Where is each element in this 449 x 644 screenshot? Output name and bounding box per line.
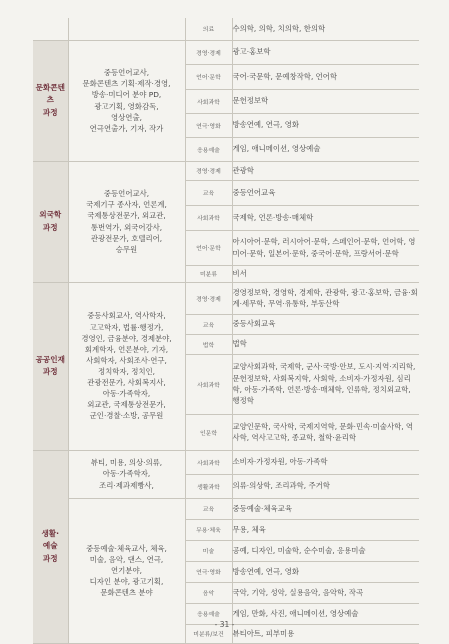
job-line: 경영인, 금융분야, 경제분야, (81, 333, 172, 343)
majors-cell: 문헌정보학 (232, 89, 419, 113)
course-name-cell (33, 40, 68, 161)
majors-cell: 중등예술·체육교육 (232, 498, 419, 519)
course-name-line: 외국학 (39, 210, 62, 220)
field-cell: 인문학 (185, 414, 232, 450)
majors-cell: 법학 (232, 334, 419, 354)
course-name-line: 생활· (41, 529, 60, 539)
majors-cell: 소비자·가정자원, 아동·가족학 (232, 450, 419, 474)
course-name-line: 문화콘텐츠 (35, 83, 65, 105)
job-line: 관광전문가, 호텔리어, (90, 233, 163, 243)
field-cell: 사회과학 (185, 205, 232, 230)
job-line: 국제통상전문가, 외교관, (87, 211, 166, 221)
field-cell: 미분류 (185, 265, 232, 282)
course-name-line: 예술 (42, 541, 58, 551)
job-line: 사회학자, 사회조사·연구, (86, 355, 167, 365)
course-name-line: 과정 (42, 222, 58, 232)
job-line: 조리·제과제빵사, (99, 480, 154, 490)
course-name-cell (33, 161, 68, 282)
job-line: 문화콘텐츠 기획·제작·경영, (82, 79, 171, 89)
majors-cell: 중등언어교육 (232, 180, 419, 205)
job-line: 디자인 분야, 광고기획, (89, 577, 164, 587)
field-cell: 경영·경제 (185, 161, 232, 180)
job-line: 문화콘텐츠 분야 (100, 588, 153, 598)
field-cell: 의료 (185, 18, 232, 40)
majors-cell: 아시아어·문학, 러시아어·문학, 스페인어·문학, 언어학, 영미어·문학, 일본어·문학, 중국어·문학, 프랑서어·문학 (232, 230, 419, 265)
table-row (33, 161, 419, 180)
majors-cell: 뷰티아트, 피부미용 (232, 624, 419, 643)
field-cell: 사회과학 (185, 450, 232, 474)
course-name-line: 과정 (42, 107, 58, 117)
table-row (33, 498, 419, 519)
jobs-cell-empty (68, 18, 185, 40)
table-row (33, 282, 419, 314)
course-cell-empty (33, 18, 68, 40)
course-name-line: 공공인재 (35, 354, 65, 364)
field-cell: 연극·영화 (185, 113, 232, 137)
job-line: 중등사회교사, 역사학자, (87, 311, 166, 321)
majors-cell: 경영정보학, 경영학, 경제학, 관광학, 광고·홍보학, 금융·회계·세무학, 무역·유통학, 부동산학 (232, 282, 419, 314)
table-row (33, 40, 419, 64)
table-row (33, 450, 419, 474)
majors-cell: 비서 (232, 265, 419, 282)
job-line: 연극연출가, 기자, 작가 (89, 123, 164, 133)
job-line: 뷰티, 미용, 의상·의류, (90, 458, 163, 468)
course-name-line: 과정 (42, 553, 58, 563)
jobs-cell (68, 282, 185, 450)
job-line: 방송·미디어 분야 PD, (91, 90, 162, 100)
field-cell: 연극·영화 (185, 561, 232, 582)
job-line: 회계학자, 언론분야, 기자, (84, 344, 169, 354)
majors-cell: 관광학 (232, 161, 419, 180)
majors-cell: 수의학, 의학, 치의학, 한의학 (232, 18, 419, 40)
job-line: 관광전문가, 사회복지사, (87, 378, 166, 388)
majors-cell: 중등사회교육 (232, 314, 419, 334)
job-line: 아동·가족학자, (102, 389, 151, 399)
majors-cell: 게임, 애니메이션, 영상예술 (232, 137, 419, 161)
field-cell: 법학 (185, 334, 232, 354)
field-cell: 응용예술 (185, 603, 232, 624)
job-line: 중등언어교사, (103, 68, 150, 78)
job-line: 중등예술·체육교사, 체육, (86, 543, 167, 553)
job-line: 중등언어교사, (103, 189, 150, 199)
course-name-line: 과정 (42, 367, 58, 376)
field-cell: 생활과학 (185, 474, 232, 498)
majors-cell: 국어·국문학, 문예창작학, 언어학 (232, 64, 419, 89)
job-line: 미술, 음악, 댄스, 연극, (89, 554, 164, 564)
majors-cell: 교양사회과학, 국제학, 군사·국방·안보, 도시·지역·지리학, 문헌정보학, 사회복지학, 사회학, 소비자·가정자원, 심리학, 아동·가족학, 언론·방송·매체학, 인류학, 정치외교학, 행정학 (232, 354, 419, 414)
field-cell: 미술 (185, 540, 232, 561)
majors-cell: 게임, 만화, 사진, 애니메이션, 영상예술 (232, 603, 419, 624)
field-cell: 교육 (185, 498, 232, 519)
field-cell: 경영·경제 (185, 282, 232, 314)
field-cell: 교육 (185, 314, 232, 334)
job-line: 영상연출, (111, 112, 142, 122)
job-line: 고고학자, 법률·행정가, (89, 322, 164, 332)
field-cell: 언어·문학 (185, 230, 232, 265)
majors-cell: 방송연예, 연극, 영화 (232, 561, 419, 582)
majors-cell: 국제학, 언론·방송·매체학 (232, 205, 419, 230)
job-line: 정치학자, 정치인, (97, 367, 156, 376)
job-line: 아동·가족학자, (102, 469, 151, 479)
field-cell: 무용·체육 (185, 519, 232, 540)
career-course-table (33, 18, 419, 644)
majors-cell: 광고·홍보학 (232, 40, 419, 64)
job-line: 외교관, 국제통상전문가, (87, 400, 166, 410)
job-line: 승무원 (115, 244, 138, 254)
field-cell: 사회과학 (185, 354, 232, 414)
job-line: 연기분야, (111, 565, 142, 575)
jobs-cell (68, 450, 185, 498)
majors-cell: 공예, 디자인, 미술학, 순수미술, 응용미술 (232, 540, 419, 561)
field-cell: 언어·문학 (185, 64, 232, 89)
field-cell: 사회과학 (185, 89, 232, 113)
page-number: - 31 - (214, 620, 235, 629)
table-row (33, 18, 419, 40)
jobs-cell (68, 161, 185, 282)
majors-cell: 의류·의상학, 조리과학, 주거학 (232, 474, 419, 498)
field-cell: 미분류/보건 (185, 624, 232, 643)
majors-cell: 국악, 기악, 성악, 실용음악, 음악학, 작곡 (232, 582, 419, 603)
field-cell: 음악 (185, 582, 232, 603)
majors-cell: 방송연예, 연극, 영화 (232, 113, 419, 137)
field-cell: 응용예술 (185, 137, 232, 161)
course-name-cell (33, 450, 68, 643)
job-line: 광고기획, 영화감독, (94, 101, 159, 111)
job-line: 통번역가, 외국어강사, (90, 222, 163, 232)
field-cell: 교육 (185, 180, 232, 205)
field-cell: 경영·경제 (185, 40, 232, 64)
job-line: 국제기구 종사자, 언론계, (86, 200, 167, 210)
jobs-cell (68, 40, 185, 161)
majors-cell: 무용, 체육 (232, 519, 419, 540)
job-line: 군인·경찰·소방, 공무원 (89, 411, 164, 421)
course-name-cell (33, 282, 68, 450)
majors-cell: 교양인문학, 국사학, 국제지역학, 문화·민속·미술사학, 역사학, 역사고고학, 종교학, 철학·윤리학 (232, 414, 419, 450)
